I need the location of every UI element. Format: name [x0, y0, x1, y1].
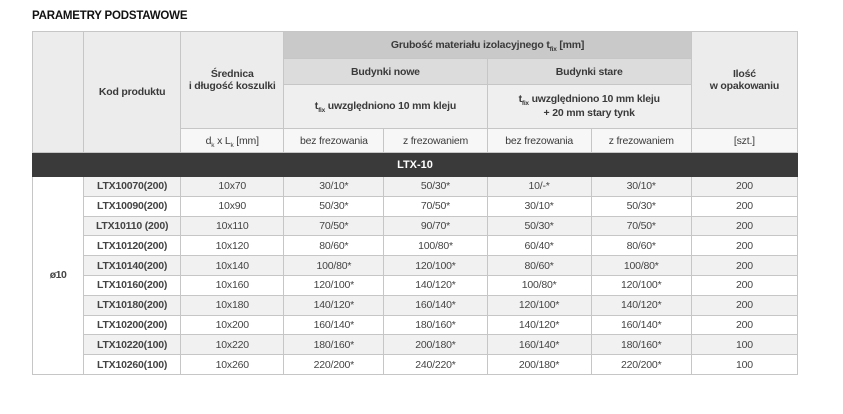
product-code-cell: LTX10220(100) [84, 335, 181, 355]
old-buildings-header: Budynki stare [487, 59, 691, 85]
table-row [33, 256, 798, 276]
diameter-header-line1: Średnica [210, 68, 254, 80]
table-row [33, 355, 798, 375]
table-header [33, 32, 798, 153]
value-cell: 200 [691, 315, 797, 335]
table-row [33, 236, 798, 256]
value-cell: 50/30* [591, 196, 691, 216]
value-cell: 30/10* [591, 177, 691, 197]
quantity-header-line1: Ilość [732, 68, 756, 80]
old-with-milling-header: z frezowaniem [591, 129, 691, 153]
value-cell: 80/60* [591, 236, 691, 256]
new-no-milling-header: bez frezowania [284, 129, 384, 153]
product-group-label: LTX-10 [33, 153, 798, 177]
product-code-header-label: Kod produktu [98, 86, 166, 98]
value-cell: 200 [691, 177, 797, 197]
value-cell: 220/200* [591, 355, 691, 375]
value-cell: 160/140* [384, 295, 487, 315]
value-cell: 200 [691, 256, 797, 276]
quantity-header [691, 32, 797, 129]
value-cell: 160/140* [487, 335, 591, 355]
old-buildings-note-line2: + 20 mm stary tynk [543, 106, 635, 119]
value-cell: 200/180* [384, 335, 487, 355]
product-code-cell: LTX10180(200) [84, 295, 181, 315]
value-cell: 10x160 [181, 275, 284, 295]
value-cell: 120/100* [591, 275, 691, 295]
product-code-cell: LTX10090(200) [84, 196, 181, 216]
value-cell: 200 [691, 236, 797, 256]
value-cell: 10x140 [181, 256, 284, 276]
value-cell: 100 [691, 355, 797, 375]
table-row [33, 216, 798, 236]
value-cell: 10x90 [181, 196, 284, 216]
value-cell: 140/120* [591, 295, 691, 315]
diameter-header-line2: i długość koszulki [188, 80, 276, 92]
value-cell: 100 [691, 335, 797, 355]
product-code-cell: LTX10120(200) [84, 236, 181, 256]
value-cell: 10x120 [181, 236, 284, 256]
value-cell: 50/30* [487, 216, 591, 236]
value-cell: 240/220* [384, 355, 487, 375]
value-cell: 90/70* [384, 216, 487, 236]
value-cell: 50/30* [384, 177, 487, 197]
diameter-length-header [181, 32, 284, 129]
table-row [33, 295, 798, 315]
product-code-cell: LTX10160(200) [84, 275, 181, 295]
page-title: PARAMETRY PODSTAWOWE [32, 10, 188, 22]
value-cell: 180/160* [591, 335, 691, 355]
new-with-milling-header: z frezowaniem [384, 129, 487, 153]
value-cell: 70/50* [284, 216, 384, 236]
value-cell: 60/40* [487, 236, 591, 256]
product-code-cell: LTX10140(200) [84, 256, 181, 276]
value-cell: 100/80* [487, 275, 591, 295]
table-body [33, 177, 798, 375]
value-cell: 160/140* [284, 315, 384, 335]
value-cell: 10x180 [181, 295, 284, 315]
value-cell: 200 [691, 275, 797, 295]
value-cell: 30/10* [284, 177, 384, 197]
value-cell: 140/120* [384, 275, 487, 295]
value-cell: 10x220 [181, 335, 284, 355]
value-cell: 200 [691, 196, 797, 216]
value-cell: 160/140* [591, 315, 691, 335]
value-cell: 70/50* [384, 196, 487, 216]
table-row [33, 196, 798, 216]
value-cell: 70/50* [591, 216, 691, 236]
diameter-unit-header: $d_k$ x $L_k$ [mm] [181, 129, 284, 153]
value-cell: 120/100* [384, 256, 487, 276]
value-cell: 140/120* [284, 295, 384, 315]
value-cell: 30/10* [487, 196, 591, 216]
value-cell: 100/80* [384, 236, 487, 256]
value-cell: 200/180* [487, 355, 591, 375]
product-code-header [84, 32, 181, 153]
gutter-header-cell [33, 32, 84, 153]
product-code-cell: LTX10070(200) [84, 177, 181, 197]
quantity-header-line2: w opakowaniu [709, 80, 780, 92]
value-cell: 100/80* [284, 256, 384, 276]
new-buildings-note: $t_{fix}$ uwzględniono 10 mm kleju [284, 85, 487, 129]
table-row [33, 177, 798, 197]
value-cell: 10x70 [181, 177, 284, 197]
value-cell: 200 [691, 295, 797, 315]
value-cell: 50/30* [284, 196, 384, 216]
value-cell: 100/80* [591, 256, 691, 276]
value-cell: 10x260 [181, 355, 284, 375]
value-cell: 10x110 [181, 216, 284, 236]
value-cell: 80/60* [487, 256, 591, 276]
diameter-group-label: ø10 [33, 177, 84, 375]
table-row [33, 275, 798, 295]
value-cell: 120/100* [284, 275, 384, 295]
value-cell: 220/200* [284, 355, 384, 375]
value-cell: 200 [691, 216, 797, 236]
product-code-cell: LTX10200(200) [84, 315, 181, 335]
value-cell: 180/160* [384, 315, 487, 335]
table-row [33, 315, 798, 335]
insulation-thickness-header: Grubość materiału izolacyjnego $t_{fix}$ [mm] [284, 32, 692, 59]
old-no-milling-header: bez frezowania [487, 129, 591, 153]
product-group-banner [33, 153, 798, 177]
product-code-cell: LTX10260(100) [84, 355, 181, 375]
parameters-table [32, 31, 798, 375]
value-cell: 80/60* [284, 236, 384, 256]
quantity-unit-header: [szt.] [691, 129, 797, 153]
value-cell: 10/-* [487, 177, 591, 197]
value-cell: 120/100* [487, 295, 591, 315]
table-row [33, 335, 798, 355]
value-cell: 180/160* [284, 335, 384, 355]
old-buildings-note: $t_{fix}$ uwzględniono 10 mm kleju + 20 mm stary tynk [487, 85, 691, 129]
product-code-cell: LTX10110 (200) [84, 216, 181, 236]
value-cell: 140/120* [487, 315, 591, 335]
value-cell: 10x200 [181, 315, 284, 335]
new-buildings-header: Budynki nowe [284, 59, 487, 85]
